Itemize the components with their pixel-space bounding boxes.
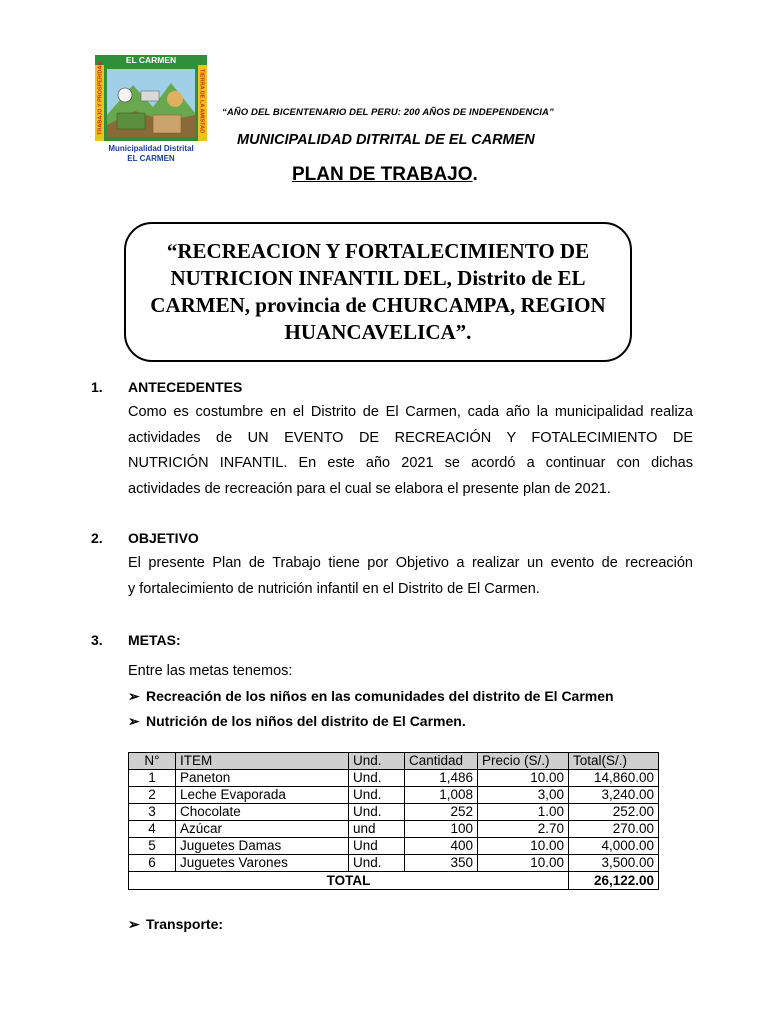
column-header: Precio (S/.) bbox=[478, 753, 569, 770]
section-2-line: y fortalecimiento de nutrición infantil en el Distrito de El Carmen. bbox=[128, 580, 540, 597]
table-cell: 10.00 bbox=[478, 770, 569, 787]
column-header: Total(S/.) bbox=[569, 753, 659, 770]
column-header: ITEM bbox=[176, 753, 349, 770]
table-cell: Azúcar bbox=[176, 821, 349, 838]
arrow-bullet-icon: ➢ bbox=[128, 688, 140, 704]
table-cell: 3,500.00 bbox=[569, 855, 659, 872]
project-title: “RECREACION Y FORTALECIMIENTO DE NUTRICION INFANTIL DEL, Distrito de EL CARMEN, provincia de CHURCAMPA, REGION HUANCAVELICA”. bbox=[150, 239, 606, 344]
section-2-paragraph bbox=[128, 551, 693, 602]
table-cell: Und. bbox=[349, 787, 405, 804]
table-cell: Und. bbox=[349, 804, 405, 821]
section-1-line: Como es costumbre en el Distrito de El Carmen, cada año la municipalidad realiza bbox=[128, 404, 693, 420]
table-cell: 270.00 bbox=[569, 821, 659, 838]
section-3-number: 3. bbox=[91, 632, 103, 648]
table-row bbox=[129, 821, 659, 838]
table-cell: 252.00 bbox=[569, 804, 659, 821]
section-1-heading: ANTECEDENTES bbox=[128, 379, 243, 395]
table-total-row bbox=[129, 872, 659, 890]
section-3-intro bbox=[128, 659, 693, 685]
table-cell: 3,00 bbox=[478, 787, 569, 804]
section-2-line: El presente Plan de Trabajo tiene por Objetivo a realizar un evento de recreación bbox=[128, 555, 693, 571]
section-2-heading: OBJETIVO bbox=[128, 530, 199, 546]
goal-bullet-text: Recreación de los niños en las comunidades del distrito de El Carmen bbox=[146, 688, 614, 704]
table-cell: 3 bbox=[129, 804, 176, 821]
column-header: N° bbox=[129, 753, 176, 770]
arrow-bullet-icon: ➢ bbox=[128, 916, 140, 932]
logo-caption bbox=[95, 144, 207, 164]
table-row bbox=[129, 787, 659, 804]
section-1-line: actividades de UN EVENTO DE RECREACIÓN Y FOTALECIMIENTO DE bbox=[128, 429, 693, 446]
table-cell: 10.00 bbox=[478, 855, 569, 872]
table-cell: Chocolate bbox=[176, 804, 349, 821]
table-cell: 1,008 bbox=[405, 787, 478, 804]
section-1-number: 1. bbox=[91, 379, 103, 395]
table-cell: Juguetes Damas bbox=[176, 838, 349, 855]
table-cell: 100 bbox=[405, 821, 478, 838]
total-label: TOTAL bbox=[129, 872, 569, 890]
table-row bbox=[129, 855, 659, 872]
table-cell: Paneton bbox=[176, 770, 349, 787]
table-cell: 14,860.00 bbox=[569, 770, 659, 787]
table-cell: 400 bbox=[405, 838, 478, 855]
table-cell: und bbox=[349, 821, 405, 838]
logo-title: EL CARMEN bbox=[125, 55, 177, 65]
transport-bullet bbox=[128, 916, 223, 933]
section-1-line: actividades de recreación para el cual se elabora el presente plan de 2021. bbox=[128, 480, 611, 497]
goal-bullet bbox=[128, 688, 614, 705]
column-header: Cantidad bbox=[405, 753, 478, 770]
goal-bullet bbox=[128, 713, 466, 730]
total-value: 26,122.00 bbox=[569, 872, 659, 890]
table-cell: 1,486 bbox=[405, 770, 478, 787]
table-header-row bbox=[129, 753, 659, 770]
table-row bbox=[129, 804, 659, 821]
goal-bullet-text: Nutrición de los niños del distrito de El Carmen. bbox=[146, 713, 466, 729]
plan-title-text: PLAN DE TRABAJO bbox=[292, 164, 473, 185]
section-2-number: 2. bbox=[91, 530, 103, 546]
plan-title-period: . bbox=[472, 164, 478, 185]
table-cell: 1.00 bbox=[478, 804, 569, 821]
municipality-name: MUNICIPALIDAD DITRITAL DE EL CARMEN bbox=[237, 132, 535, 148]
table-cell: Und. bbox=[349, 770, 405, 787]
plan-title bbox=[292, 164, 478, 186]
section-3-heading: METAS: bbox=[128, 632, 181, 648]
table-cell: 6 bbox=[129, 855, 176, 872]
project-title-box bbox=[124, 222, 632, 362]
logo-left-text: TRABAJO Y PROSPERIDAD bbox=[97, 61, 104, 135]
transport-label: Transporte: bbox=[146, 916, 224, 932]
logo-caption-line2: EL CARMEN bbox=[127, 154, 175, 163]
table-cell: 2 bbox=[129, 787, 176, 804]
table-cell: 4,000.00 bbox=[569, 838, 659, 855]
logo-caption-line1: Municipalidad Distrital bbox=[108, 144, 194, 153]
table-cell: 1 bbox=[129, 770, 176, 787]
table-cell: Und bbox=[349, 838, 405, 855]
logo-right-text: TIERRA DE LA AMISTAD bbox=[198, 69, 205, 134]
table-cell: 3,240.00 bbox=[569, 787, 659, 804]
table-row bbox=[129, 838, 659, 855]
table-cell: 4 bbox=[129, 821, 176, 838]
table-row bbox=[129, 770, 659, 787]
section-1-paragraph bbox=[128, 400, 693, 502]
table-cell: 252 bbox=[405, 804, 478, 821]
section-1-line: NUTRICIÓN INFANTIL. En este año 2021 se acordó a continuar con dichas bbox=[128, 455, 693, 471]
items-table bbox=[128, 752, 659, 890]
year-motto: “AÑO DEL BICENTENARIO DEL PERU: 200 AÑOS DE INDEPENDENCIA” bbox=[222, 107, 554, 118]
table-cell: 350 bbox=[405, 855, 478, 872]
table-cell: 5 bbox=[129, 838, 176, 855]
table-cell: Und. bbox=[349, 855, 405, 872]
table-cell: Juguetes Varones bbox=[176, 855, 349, 872]
arrow-bullet-icon: ➢ bbox=[128, 713, 140, 729]
section-3-intro-text: Entre las metas tenemos: bbox=[128, 663, 293, 679]
table-cell: 10.00 bbox=[478, 838, 569, 855]
table-cell: Leche Evaporada bbox=[176, 787, 349, 804]
table-cell: 2.70 bbox=[478, 821, 569, 838]
column-header: Und. bbox=[349, 753, 405, 770]
